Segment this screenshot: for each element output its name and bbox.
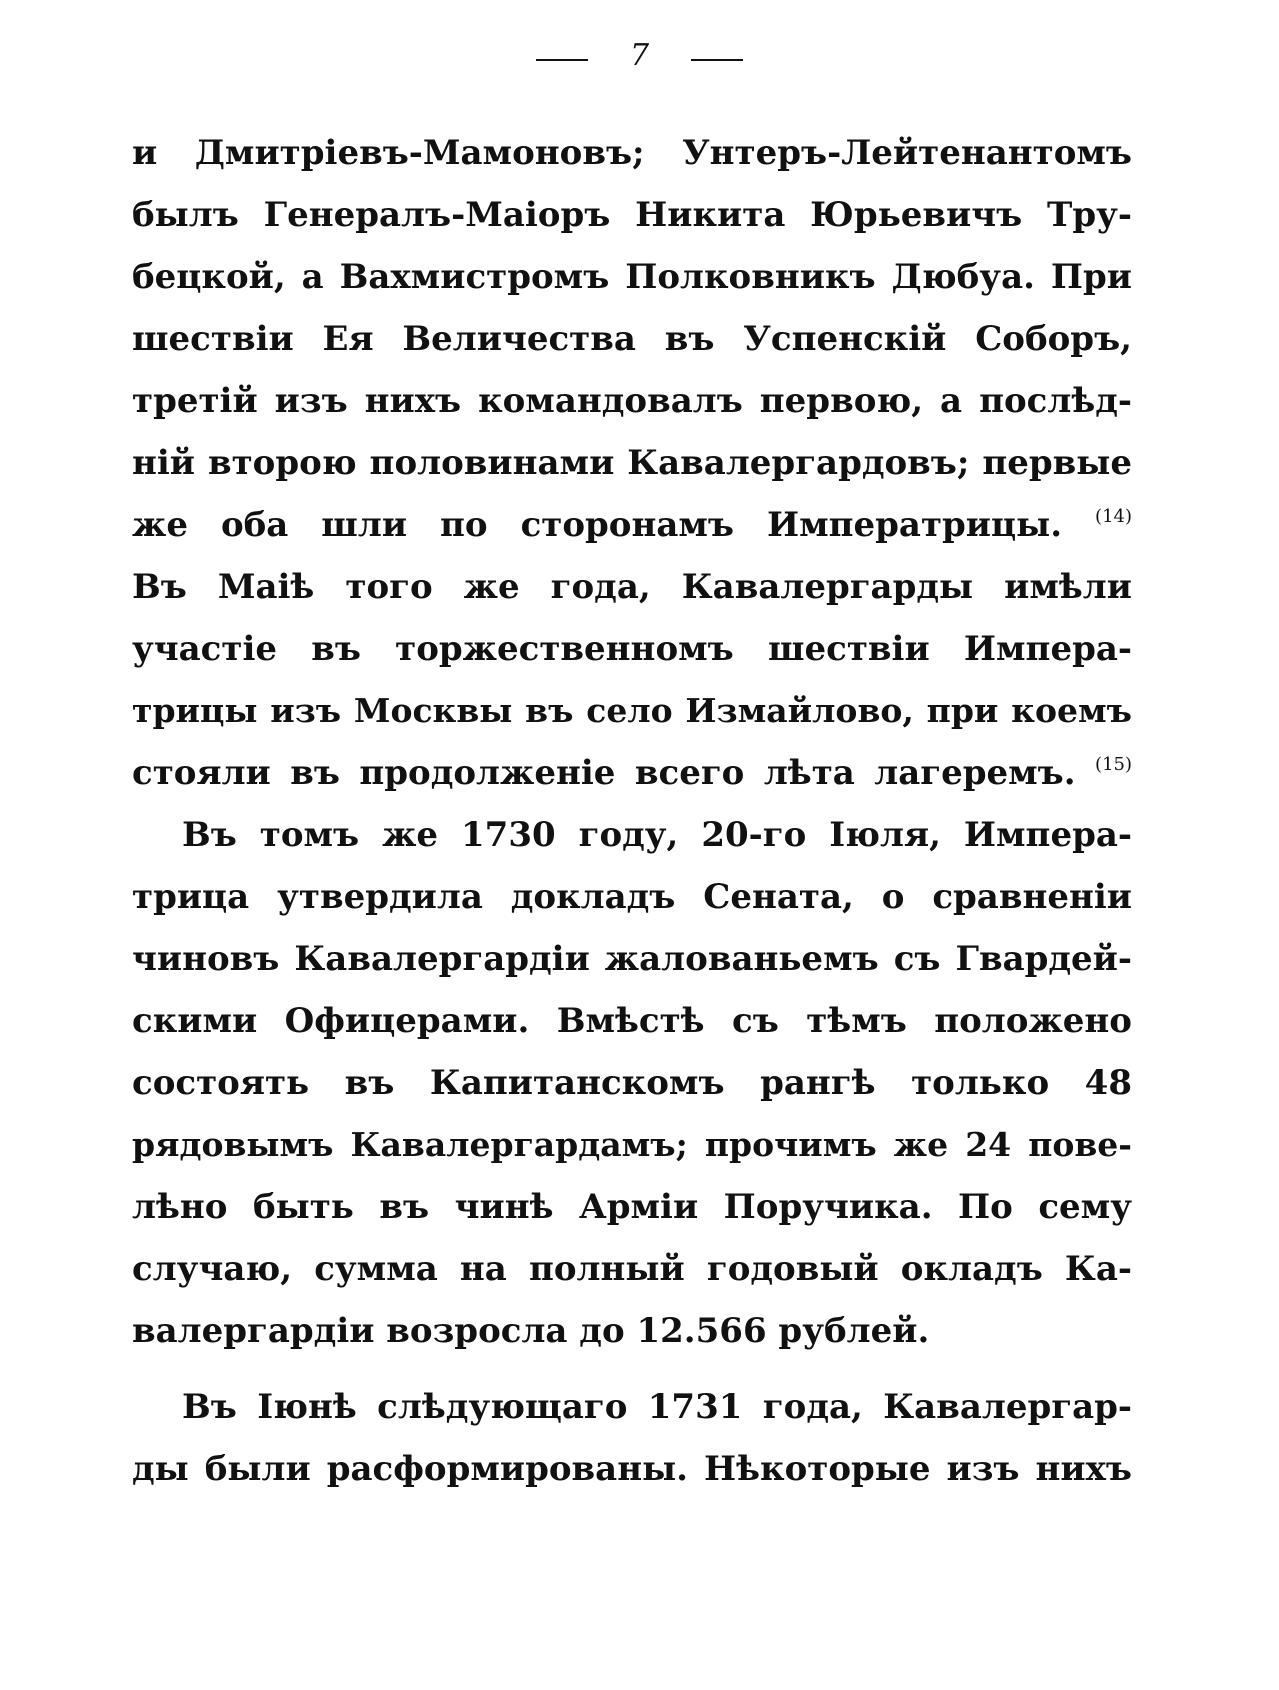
paragraph-1 (132, 122, 1132, 804)
page-header (0, 36, 1279, 76)
text-line: участіе въ торжественномъ шествіи Импера- (132, 629, 1132, 669)
text-line-with-note (132, 494, 1132, 556)
text-line-content: же оба шли по сторонамъ Императрицы. (132, 505, 1063, 545)
text-line: ды были расформированы. Нѣкоторые изъ нихъ (132, 1449, 1132, 1489)
text-line: былъ Генералъ-Маіоръ Никита Юрьевичъ Тру- (132, 195, 1132, 235)
paragraph-2 (132, 804, 1132, 1362)
body-text (132, 122, 1132, 1500)
text-line: третій изъ нихъ командовалъ первою, а послѣд- (132, 381, 1132, 421)
text-line: бецкой, а Вахмистромъ Полковникъ Дюбуа. При (132, 257, 1132, 297)
text-line: ній второю половинами Кавалергардовъ; первые (132, 443, 1132, 483)
text-line: валергардіи возросла до 12.566 рублей. (132, 1311, 930, 1351)
text-line-with-note (132, 742, 1132, 804)
paragraph-gap (132, 1362, 1132, 1376)
text-line: трица утвердила докладъ Сената, о сравненіи (132, 877, 1132, 917)
footnote-marker: (15) (1095, 754, 1132, 775)
text-line: Въ Іюнѣ слѣдующаго 1731 года, Кавалергар- (182, 1387, 1132, 1427)
text-line: рядовымъ Кавалергардамъ; прочимъ же 24 пове- (132, 1125, 1132, 1164)
header-dash-left (536, 59, 588, 61)
text-line: Въ Маіѣ того же года, Кавалергарды имѣли (132, 567, 1132, 607)
header-dash-right (691, 59, 743, 61)
text-line-content: стояли въ продолженіе всего лѣта лагеремъ. (132, 753, 1076, 793)
paragraph-3 (132, 1376, 1132, 1500)
text-line: трицы изъ Москвы въ село Измайлово, при коемъ (132, 691, 1132, 730)
text-line: скими Офицерами. Вмѣстѣ съ тѣмъ положено (132, 1001, 1132, 1041)
text-line: случаю, сумма на полный годовый окладъ Ка- (132, 1249, 1132, 1289)
footnote-marker: (14) (1095, 506, 1132, 527)
page-number: 7 (629, 38, 650, 73)
text-line: состоять въ Капитанскомъ рангѣ только 48 (132, 1063, 1132, 1103)
text-line: чиновъ Кавалергардіи жалованьемъ съ Гвардей- (132, 939, 1132, 979)
text-line: лѣно быть въ чинѣ Арміи Поручика. По сему (132, 1187, 1132, 1227)
text-line: и Дмитріевъ-Мамоновъ; Унтеръ-Лейтенантомъ (132, 133, 1132, 173)
text-line: шествіи Ея Величества въ Успенскій Соборъ, (132, 319, 1132, 359)
text-line: Въ томъ же 1730 году, 20-го Іюля, Импера- (182, 815, 1132, 855)
